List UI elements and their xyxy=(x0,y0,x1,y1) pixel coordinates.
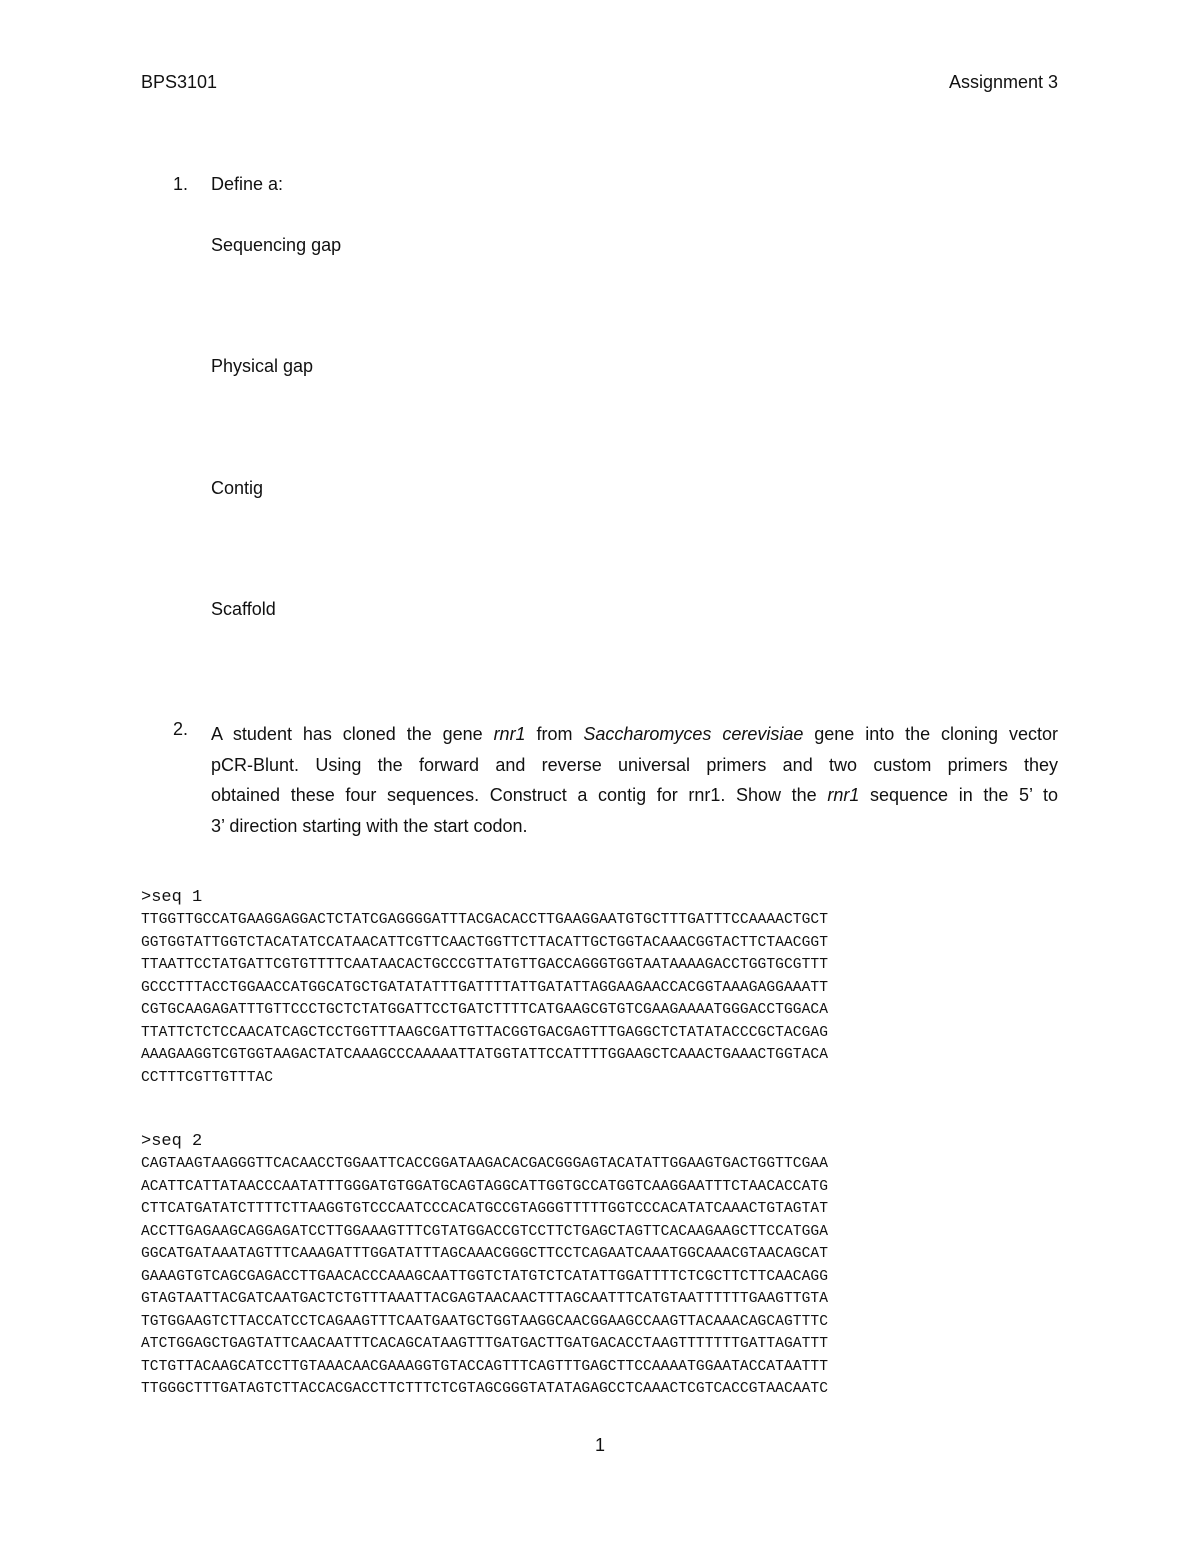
question-2-line: pCR-Blunt. Using the forward and reverse universal primers and two custom primers they xyxy=(211,754,1058,775)
sequence-line: AAAGAAGGTCGTGGTAAGACTATCAAAGCCCAAAAATTATGGTATTCCATTTTGGAAGCTCAAACTGAAACTGGTACA xyxy=(141,1047,828,1063)
header-assignment: Assignment 3 xyxy=(948,72,1058,92)
sequence-line: CCTTTCGTTGTTTAC xyxy=(141,1069,274,1086)
question-2-line: obtained these four sequences. Construct a contig for rnr1. Show the rnr1 sequence in the 5’ to xyxy=(211,785,1058,805)
sequence-2-header: >seq 2 xyxy=(141,1132,203,1151)
sequence-line: GGTGGTATTGGTCTACATATCCATAACATTCGTTCAACTGGTTCTTACATTGCTGGTACAAACGGTACTTCTAACGGT xyxy=(141,934,828,951)
sequence-line: TTGGGCTTTGATAGTCTTACCACGACCTTCTTTCTCGTAGCGGGTATATAGAGCCTCAAACTCGTCACCGTAACAATC xyxy=(141,1381,828,1397)
sequence-line: ACATTCATTATAACCCAATATTTGGGATGTGGATGCAGTAGGCATTGGTGCCATGGTCAAGGAATTTCTAACACCATG xyxy=(141,1178,828,1195)
sequence-line: ATCTGGAGCTGAGTATTCAACAATTTCACAGCATAAGTTTGATGACTTGATGACACCTAAGTTTTTTTGATTAGATTT xyxy=(141,1336,828,1352)
term-contig: Contig xyxy=(211,478,264,498)
question-2-line: A student has cloned the gene rnr1 from Saccharomyces cerevisiae gene into the cloning vector xyxy=(211,724,1058,744)
sequence-1-header: >seq 1 xyxy=(141,888,203,907)
sequence-line: TTATTCTCTCCAACATCAGCTCCTGGTTTAAGCGATTGTTACGGTGACGAGTTTGAGGCTCTATATACCCGCTACGAG xyxy=(141,1024,828,1041)
sequence-1 xyxy=(141,887,828,1089)
sequence-line: TCTGTTACAAGCATCCTTGTAAACAACGAAAGGTGTACCAGTTTCAGTTTGAGCTTCCAAAATGGAATACCATAATTT xyxy=(141,1358,828,1375)
page-number: 1 xyxy=(594,1435,605,1455)
sequence-line: CGTGCAAGAGATTTGTTCCCTGCTCTATGGATTCCTGATCTTTTCATGAAGCGTGTCGAAGAAAATGGGACCTGGACA xyxy=(141,1002,828,1018)
sequence-line: CAGTAAGTAAGGGTTCACAACCTGGAATTCACCGGATAAGACACGACGGGAGTACATATTGGAAGTGACTGGTTCGAA xyxy=(141,1156,828,1172)
sequence-line: GCCCTTTACCTGGAACCATGGCATGCTGATATATTTGATTTTATTGATATTAGGAAGAACCACGGTAAAGAGGAAATT xyxy=(141,979,828,996)
sequence-line: GTAGTAATTACGATCAATGACTCTGTTTAAATTACGAGTAACAACTTTAGCAATTTCATGTAATTTTTTGAAGTTGTA xyxy=(141,1291,828,1307)
sequence-line: ACCTTGAGAAGCAGGAGATCCTTGGAAAGTTTCGTATGGACCGTCCTTCTGAGCTAGTTCACAAGAAGCTTCCATGGA xyxy=(141,1223,828,1240)
sequence-line: CTTCATGATATCTTTTCTTAAGGTGTCCCAATCCCACATGCCGTAGGGTTTTTGGTCCCACATATCAAACTGTAGTAT xyxy=(141,1201,828,1217)
term-physical-gap: Physical gap xyxy=(211,356,314,376)
sequence-line: TTGGTTGCCATGAAGGAGGACTCTATCGAGGGGATTTACGACACCTTGAAGGAATGTGCTTTGATTTCCAAAACTGCT xyxy=(141,912,828,928)
question-2-number: 2. xyxy=(173,719,189,739)
question-1-prompt: Define a: xyxy=(211,174,284,194)
header-course: BPS3101 xyxy=(141,72,218,92)
question-2-text xyxy=(211,719,1058,841)
sequence-line: GGCATGATAAATAGTTTCAAAGATTTGGATATTTAGCAAACGGGCTTCCTCAGAATCAAATGGCAAACGTAACAGCAT xyxy=(141,1246,828,1262)
sequence-line: TGTGGAAGTCTTACCATCCTCAGAAGTTTCAATGAATGCTGGTAAGGCAACGGAAGCCAAGTTACAAACAGCAGTTTC xyxy=(141,1313,828,1330)
sequence-2 xyxy=(141,1131,828,1401)
sequence-line: TTAATTCCTATGATTCGTGTTTTCAATAACACTGCCCGTTATGTTGACCAGGGTGGTAATAAAAGACCTGGTGCGTTT xyxy=(141,957,828,973)
term-sequencing-gap: Sequencing gap xyxy=(211,235,342,255)
question-2-line: 3’ direction starting with the start codon. xyxy=(211,815,528,836)
sequence-line: GAAAGTGTCAGCGAGACCTTGAACACCCAAAGCAATTGGTCTATGTCTCATATTGGATTTTCTCGCTTCTTCAACAGG xyxy=(141,1268,828,1285)
term-scaffold: Scaffold xyxy=(211,599,276,619)
question-1-number: 1. xyxy=(173,174,189,194)
